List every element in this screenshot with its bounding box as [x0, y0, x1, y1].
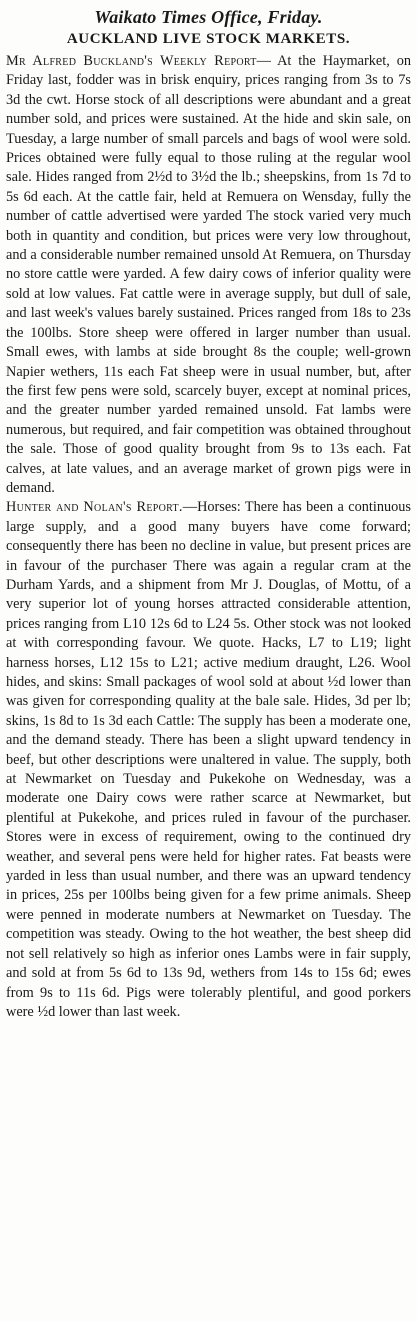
article-paragraph: [6, 52, 411, 498]
report-heading: Hunter and Nolan's Report.: [6, 499, 183, 516]
article-paragraph: [6, 498, 411, 1022]
masthead-title: Waikato Times Office, Friday.: [94, 7, 323, 27]
report-heading: Mr Alfred Buckland's Weekly Report: [6, 53, 257, 69]
paragraph-text: — At the Haymarket, on Friday last, fodder was in brisk enquiry, prices ranging from 3s to 7s 3d the cwt. Horse stock of all descriptions were abundant and a great number sold, and prices were sustained. At the hide and skin sale, on Tuesday, a large number of small parcels and bags of wool were sold. Prices obtained were fully equal to those ruling at the regular wool sale. Hides ranged from 2½d to 3½d the lb.; sheepskins, from 1s 7d to 5s 6d each. At the cattle fair, held at Remuera on Wensday, fully the number of cattle advertised were yarded The stock varied very much both in quantity and condition, but prices were very low throughout, and a considerable number remained unsold At Remuera, on Thursday no store cattle were yarded. A few dairy cows of inferior quality were sold at low values. Fat cattle were in average supply, but dull of sale, and last week's values barely sustained. Prices ranged from 18s to 23s the 100lbs. Store sheep were offered in larger number than usual. Small ewes, with lambs at side brought 8s the couple; well-grown Napier wethers, 11s each Fat sheep were in usual number, but, after the first few pens were sold, scarcely buyer, except at nominal prices, and the greater number yarded remained unsold. Fat lambs were numerous, but required, and fair competition was obtained throughout the sale. Those of good quality brought from 9s to 13s each. Fat calves, at late values, and an average market of grown pigs were in demand.: [6, 53, 411, 496]
paragraph-text: —Horses: There has been a continuous large supply, and a good many buyers have come forward; consequently there has been no decline in value, but present prices are in favour of the purchaser There was again a regular cram at the Durham Yards, and a shipment from Mr J. Douglas, of Mottu, of a very superior lot of young horses attracted considerable attention, prices ranging from L10 12s 6d to L24 5s. Other stock was not looked at with corresponding favour. We quote. Hacks, L7 to L19; light harness horses, L12 15s to L21; active medium draught, L26. Wool hides, and skins: Small packages of wool sold at about ½d lower than was given for corresponding quality at the bale sale. Hides, 3d per lb; skins, 1s 8d to 1s 3d each Cattle: The supply has been a moderate one, and the demand steady. There has been a slight upward tendency in beef, but other descriptions were unaltered in value. The supply, both at Newmarket on Tuesday and Pukekohe on Wednesday, was a moderate one Dairy cows were rather scarce at Newmarket, but plentiful at Pukekohe, and prices ruled in favour of the purchaser. Stores were in excess of requirement, owing to the continued dry weather, and several pens were held for higher rates. Fat beasts were yarded in less than usual number, and there was an upward tendency in prices, 25s per 100lbs being given for a few prime animals. Sheep were penned in moderate numbers at Newmarket on Tuesday. The competition was steady. Owing to the hot weather, the best sheep did not sell relatively so high as inferior ones Lambs were in fair supply, and sold at from 5s 6d to 13s 9d, wethers from 14s to 15s 6d; ewes from 9s to 11s 6d. Pigs were tolerably plentiful, and good porkers were ½d lower than last week.: [6, 499, 411, 1020]
article-body: [0, 49, 417, 1022]
article-headline: AUCKLAND LIVE STOCK MARKETS.: [66, 31, 351, 47]
